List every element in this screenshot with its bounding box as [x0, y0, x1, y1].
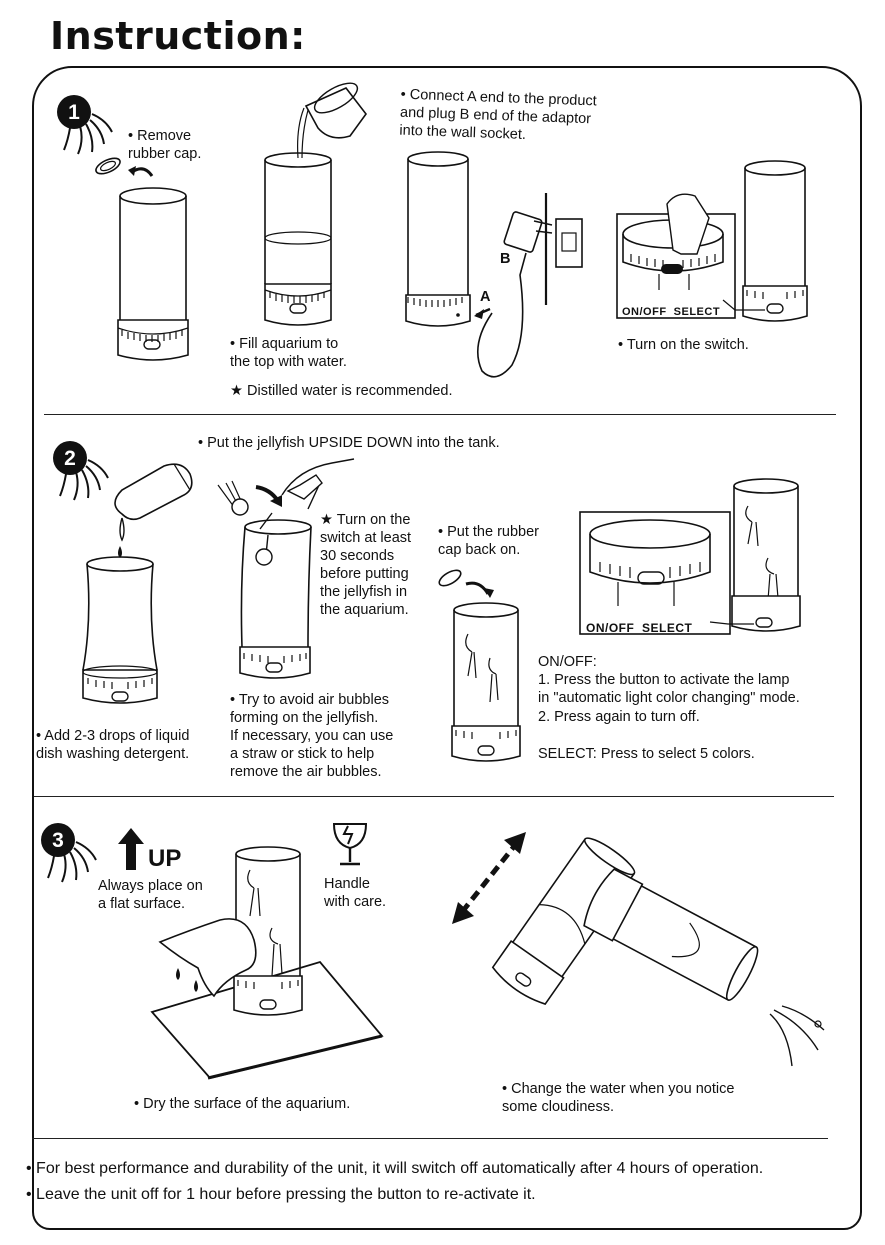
handle-care-text: Handle with care. — [324, 876, 387, 910]
adaptor-label-a: A — [480, 289, 491, 305]
adaptor-label-b: B — [500, 251, 511, 267]
step-number-2: 2 — [64, 447, 76, 470]
up-arrow-icon — [116, 826, 146, 872]
switch-panel-illustration — [578, 472, 808, 642]
step-3-badge-icon — [34, 820, 104, 890]
cap-back-text: • Put the rubber cap back on. — [438, 524, 539, 558]
dry-surface-text: • Dry the surface of the aquarium. — [134, 1096, 351, 1112]
aquarium-cap-removed-illustration — [88, 150, 198, 370]
section-divider-1 — [44, 414, 836, 415]
section-divider-3 — [32, 1138, 828, 1139]
distilled-water-note: ★ Distilled water is recommended. — [230, 383, 453, 399]
note-leave-off: • Leave the unit off for 1 hour before pressing the button to re-activate it. — [26, 1186, 536, 1203]
remove-cap-text: • Remove rubber cap. — [128, 128, 202, 162]
aquarium-filling-illustration — [250, 84, 380, 340]
air-bubbles-text: • Try to avoid air bubbles forming on the jellyfish. If necessary, you can use a straw or stick to help remove the air bubbles. — [230, 692, 394, 780]
cap-back-on-illustration — [432, 560, 542, 775]
put-jellyfish-text: • Put the jellyfish UPSIDE DOWN into the tank. — [198, 435, 500, 451]
onoff-step-2: 2. Press again to turn off. — [538, 709, 700, 725]
step-number-3: 3 — [52, 829, 64, 852]
page-title: Instruction: — [50, 14, 306, 58]
dry-aquarium-illustration — [150, 840, 390, 1080]
switch-labels-step1: ON/OFF SELECT — [622, 306, 721, 318]
switch-labels-step2: ON/OFF SELECT — [586, 621, 693, 635]
section-divider-2 — [34, 796, 834, 797]
onoff-title: ON/OFF: — [538, 654, 597, 670]
detergent-text: • Add 2-3 drops of liquid dish washing detergent. — [36, 728, 190, 762]
turn-on-switch-text: • Turn on the switch. — [618, 337, 749, 353]
connect-adaptor-text: • Connect A end to the product and plug B end of the adaptor into the wall socket. — [399, 86, 597, 143]
up-label: UP — [148, 845, 182, 872]
flat-surface-text: Always place on a flat surface. — [98, 878, 203, 912]
detergent-drops-illustration — [78, 460, 218, 720]
change-water-illustration — [448, 830, 828, 1080]
note-auto-switch-off: • For best performance and durability of the unit, it will switch off automatically after 4 hours of operation. — [26, 1160, 764, 1177]
select-text: SELECT: Press to select 5 colors. — [538, 746, 755, 762]
step-number-1: 1 — [68, 101, 80, 124]
turn-on-wait-note: ★ Turn on the switch at least 30 seconds before putting the jellyfish in the aquarium. — [320, 512, 412, 618]
onoff-step-1: 1. Press the button to activate the lamp in "automatic light color changing" mode. — [538, 672, 800, 706]
fill-water-text: • Fill aquarium to the top with water. — [230, 336, 347, 370]
change-water-text: • Change the water when you notice some cloudiness. — [502, 1081, 735, 1115]
